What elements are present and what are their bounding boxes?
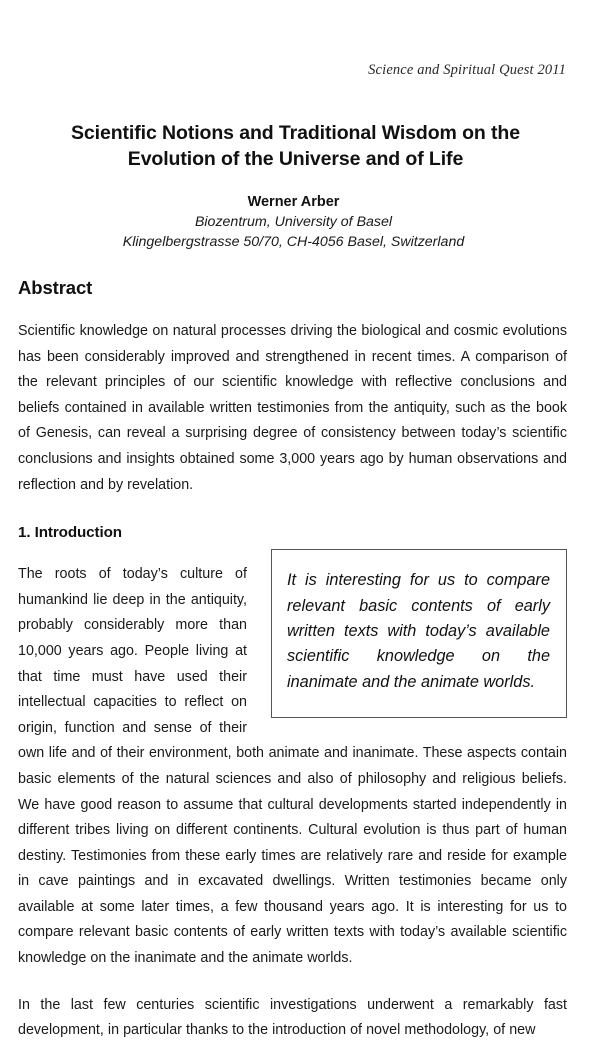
- page-title-line-1: Scientific Notions and Traditional Wisdom on the: [71, 122, 520, 144]
- page-title-line-2: Evolution of the Universe and of Life: [127, 148, 464, 170]
- author-affiliation-line-2: Klingelbergstrasse 50/70, CH-4056 Basel, Switzerland: [122, 234, 465, 250]
- running-head: Science and Spiritual Quest 2011: [368, 62, 566, 78]
- introduction-body: [18, 541, 567, 972]
- author-name: Werner Arber: [247, 194, 340, 210]
- introduction-heading: 1. Introduction: [18, 524, 122, 542]
- pullquote-text: It is interesting for us to compare relevant basic contents of early written texts with today’s available scientific knowledge on the inanimate and the animate worlds.: [287, 571, 550, 691]
- author-affiliation-line-1: Biozentrum, University of Basel: [194, 214, 393, 230]
- abstract-paragraph: Scientific knowledge on natural processes driving the biological and cosmic evolutions has been considerably improved and strengthened in recent times. A comparison of the relevant principles of our scientific knowledge with reflective conclusions and beliefs contained in available written testimonies from the antiquity, such as the book of Genesis, can reveal a surprising degree of consistency between today’s scientific conclusions and insights obtained some 3,000 years ago by human observations and reflection and by revelation.: [18, 323, 567, 493]
- introduction-paragraph-2: In the last few centuries scientific investigations underwent a remarkably fast development, in particular thanks to the introduction of novel methodology, of new: [18, 996, 567, 1039]
- page-title: [18, 79, 567, 172]
- introduction-paragraph-1: The roots of today’s culture of humankind lie deep in the antiquity, probably considerably more than 10,000 years ago. People living at that time must have used their intellectual capacities to reflect on origin, function and sense of their own life and of their environment, both animate and inanimate. These aspects contain basic elements of the natural sciences and also of philosophy and religious beliefs. We have good reason to assume that cultural developments started independently in different tribes living on different continents. Cultural evolution is thus part of human destiny. Testimonies from these early times are relatively rare and reside for example in cave paintings and in excavated dwellings. Written testimonies became only available at some later times, a few thousand years ago. It is interesting for us to compare relevant basic contents of early written texts with today’s available scientific knowledge on the inanimate and the animate worlds.: [18, 566, 567, 967]
- pullquote-box: [271, 549, 567, 718]
- abstract-heading: Abstract: [18, 277, 93, 298]
- author-block: [18, 172, 567, 252]
